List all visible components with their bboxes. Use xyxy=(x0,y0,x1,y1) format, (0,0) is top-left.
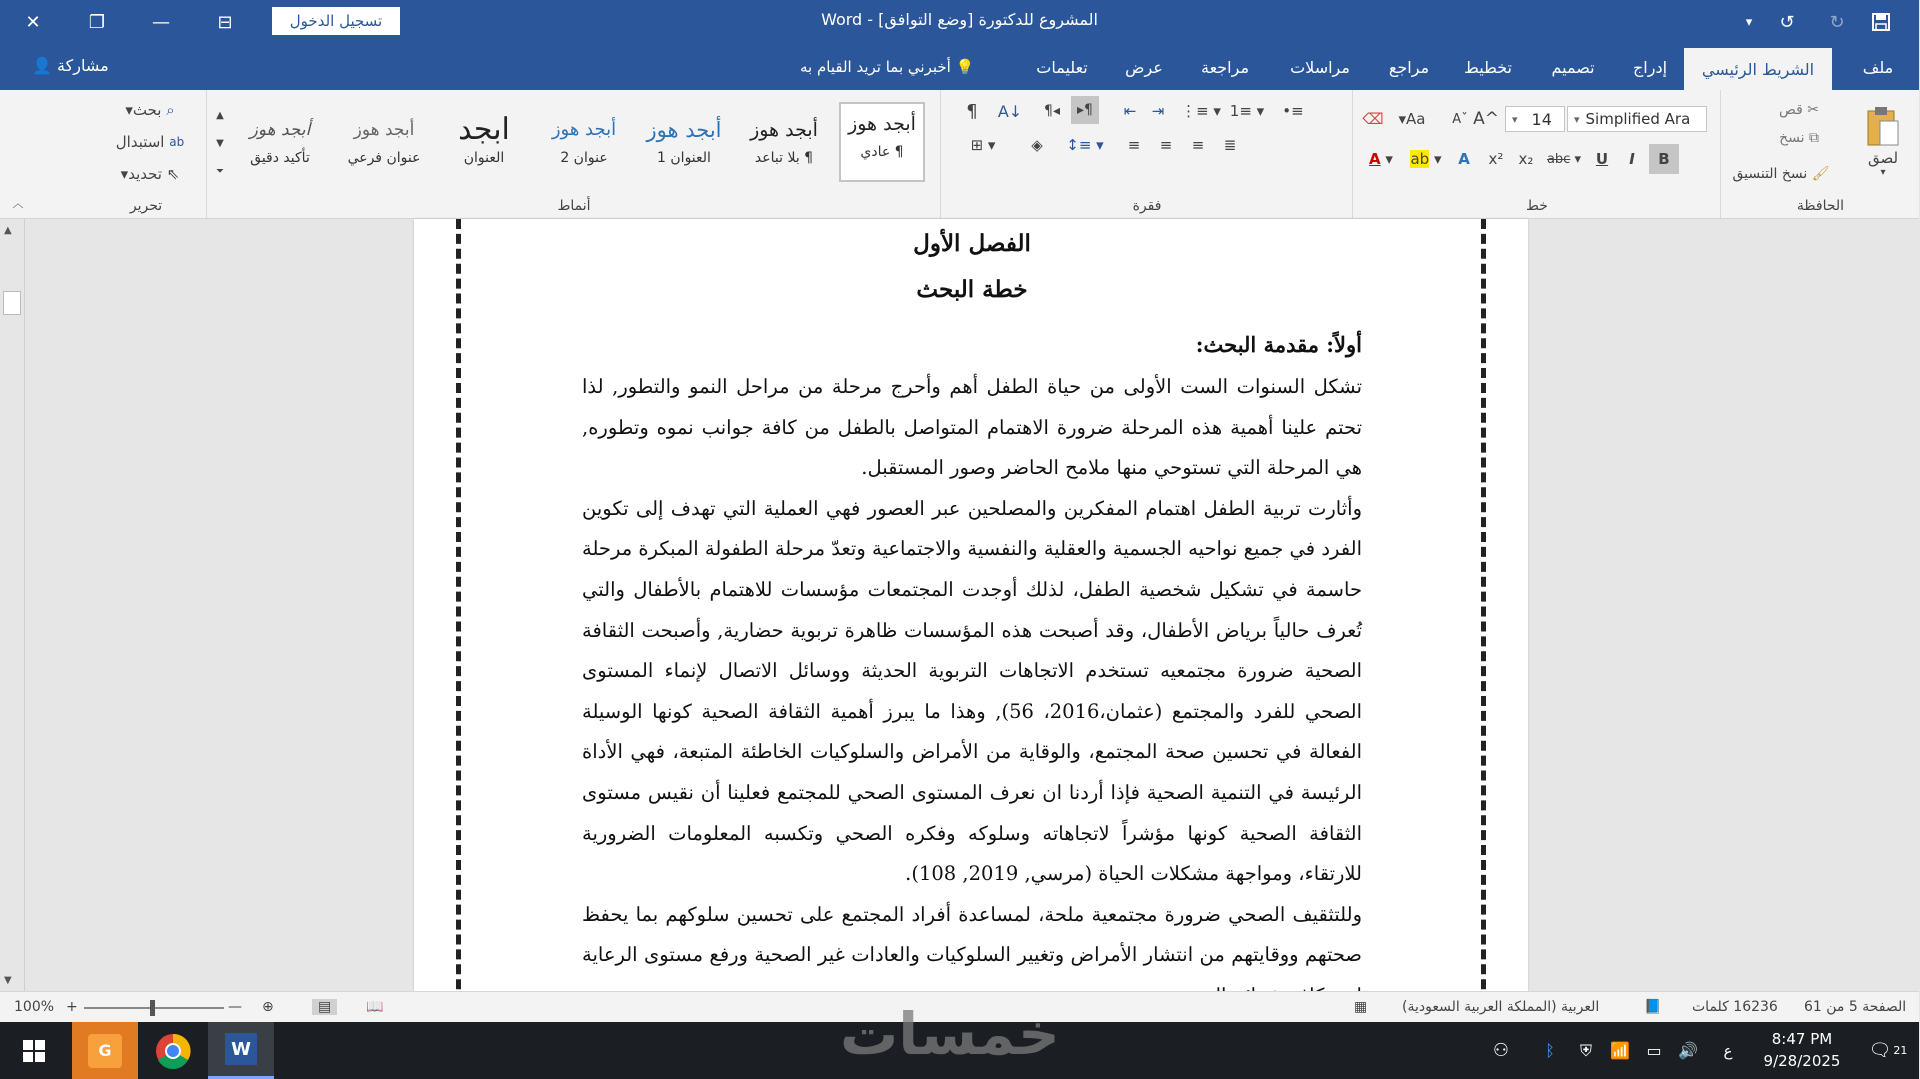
scissors-icon: ✂ xyxy=(1807,102,1820,118)
italic-icon[interactable]: I xyxy=(1629,150,1635,168)
tab-help[interactable]: تعليمات xyxy=(1036,57,1088,77)
styles-label: أنماط xyxy=(557,198,591,214)
word-taskbar-icon[interactable]: W xyxy=(208,1022,274,1079)
vertical-scroll-area xyxy=(0,219,25,991)
numbered-list-icon[interactable]: 1≡ ▾ xyxy=(1229,102,1265,120)
paragraph: تشكل السنوات الست الأولى من حياة الطفل أهم وأحرج مرحلة من مراحل النمو والتطور, لذا تحتم علينا أهمية هذه المرحلة ضرورة الاهتمام المتواصل بالطفل من كافة جوانب نموه وتطوره, هي المرحلة التي تستوحي منها ملامح الحاضر وصور المستقبل. xyxy=(582,375,1362,480)
web-layout-icon[interactable]: ⊕ xyxy=(262,999,274,1015)
pdf-app-icon[interactable]: G xyxy=(72,1022,138,1079)
replace-icon: ab xyxy=(169,135,185,149)
undo-icon[interactable]: ↺ xyxy=(1779,11,1795,33)
ltr-icon[interactable]: ¶◂ xyxy=(1044,103,1060,119)
tab-file[interactable]: ملف xyxy=(1862,57,1894,77)
section-heading: أولاً: مقدمة البحث: xyxy=(1195,332,1362,357)
paste-button[interactable]: لصق ▾ xyxy=(1855,98,1911,184)
change-case-icon[interactable]: ▾Aa xyxy=(1398,110,1426,128)
font-color-icon[interactable]: A ▾ xyxy=(1369,150,1393,168)
tab-layout[interactable]: تخطيط xyxy=(1464,57,1512,77)
document-area xyxy=(0,219,1919,991)
style-subtitle[interactable]: أبجد هوز عنوان فرعي xyxy=(347,120,421,166)
input-language[interactable]: ع xyxy=(1723,1041,1733,1060)
font-label: خط xyxy=(1526,198,1548,214)
sort-icon[interactable]: A↓ xyxy=(997,101,1023,121)
search-icon: ⌕ xyxy=(166,101,175,119)
paragraph-label: فقرة xyxy=(1132,198,1162,214)
zoom-in-button[interactable]: + xyxy=(66,999,78,1015)
borders-icon[interactable]: ⊞ ▾ xyxy=(970,136,996,154)
notification-icon[interactable]: 🗨 21 xyxy=(1868,1040,1908,1061)
increase-indent-icon[interactable]: ⇥ xyxy=(1151,102,1165,120)
styles-scroll-down[interactable]: ▼ xyxy=(216,137,224,149)
clock[interactable]: 8:47 PM 9/28/2025 xyxy=(1763,1030,1841,1070)
scroll-up-arrow[interactable]: ▲ xyxy=(4,225,12,236)
chrome-icon[interactable] xyxy=(140,1022,206,1079)
paragraph: وللتثقيف الصحي ضرورة مجتمعية ملحة، لمساعدة أفراد المجتمع على تحسين سلوكهم بما يحفظ صحتهم ووقايتهم من انتشار الأمراض وتغيير السلوكيات والعادات غير الصحية ورفع مستوى الرعاية xyxy=(582,902,1362,967)
tab-home[interactable]: الشريط الرئيسي xyxy=(1684,48,1832,90)
start-button[interactable] xyxy=(10,1022,58,1079)
ribbon xyxy=(0,90,1919,219)
replace-button[interactable]: ab استبدال xyxy=(115,133,185,151)
line-spacing-icon[interactable]: ↕≡ ▾ xyxy=(1066,136,1104,154)
style-no-spacing[interactable]: أبجد هوز ¶ بلا تباعد xyxy=(750,119,818,166)
font-name-box[interactable]: ▾ Simplified Ara xyxy=(1567,106,1707,132)
tab-review[interactable]: مراجعة xyxy=(1200,57,1250,77)
watermark: خمسات xyxy=(840,1000,1060,1068)
scroll-thumb[interactable] xyxy=(3,291,21,315)
tab-insert[interactable]: إدراج xyxy=(1632,57,1668,77)
title-bar xyxy=(0,0,1919,44)
styles-more[interactable]: ⏷ xyxy=(216,165,224,177)
document-page[interactable] xyxy=(414,219,1528,991)
editing-group xyxy=(86,90,206,218)
clear-format-icon[interactable]: ⌫ xyxy=(1362,110,1384,128)
battery-icon[interactable]: ▭ xyxy=(1646,1041,1662,1060)
style-normal[interactable]: أبجد هوز ¶ عادي xyxy=(839,102,925,182)
tell-me-box[interactable]: 💡 أخبرني بما تريد القيام به xyxy=(800,58,975,76)
paragraph-group xyxy=(940,90,1353,218)
shading-icon[interactable]: ◈ xyxy=(1031,136,1043,154)
tab-design[interactable]: تصميم xyxy=(1551,57,1595,77)
zoom-out-button[interactable]: — xyxy=(228,999,242,1015)
signin-button[interactable]: تسجيل الدخول xyxy=(272,7,400,35)
lightbulb-icon: 💡 xyxy=(955,58,975,76)
wifi-icon[interactable]: 📶 xyxy=(1610,1041,1630,1060)
style-heading-1[interactable]: أبجد هوز العنوان 1 xyxy=(646,118,722,166)
show-marks-icon[interactable]: ¶ xyxy=(966,100,978,122)
restore-icon[interactable]: ❐ xyxy=(88,11,106,33)
multilevel-list-icon[interactable]: ⋮≡ ▾ xyxy=(1181,102,1221,120)
font-size-box[interactable]: ▾ 14 xyxy=(1505,106,1565,132)
language-status[interactable]: العربية (المملكة العربية السعودية) xyxy=(1402,999,1600,1015)
superscript-icon[interactable]: x² xyxy=(1488,150,1504,168)
font-group xyxy=(1352,90,1721,218)
read-mode-icon[interactable]: 📖 xyxy=(366,999,384,1015)
redo-icon[interactable]: ↻ xyxy=(1829,11,1845,33)
volume-icon[interactable]: 🔊 xyxy=(1678,1041,1698,1060)
style-title[interactable]: ابجد العنوان xyxy=(458,112,510,166)
paragraph: وأثارت تربية الطفل اهتمام المفكرين والمصلحين عبر العصور فهي العملية التي تهدف إلى تكوين الفرد في جميع نواحيه الجسمية والعقلية والنفسية والاجتماعية وتعدّ مرحلة الطفولة المبكرة مرحلة حاسمة في تشكيل شخصية الطفل، لذلك أوجدت المجتمعات مؤسسات للاهتمام بالأطفال والتي تُعرف حالياً برياض الأطفال، وقد أصبحت هذه المؤسسات ظاهرة تربوية حضارية, وأصبحت الثقافة الصحية ضرورة مجتمعيه تستخدم الاتجاهات التربوية الحديثة ووسائل الاتصال لإنماء المستوى الصحي للفرد والمجتمع (عثمان،2016، 56), وهذا ما يبرز أهمية الثقافة الصحية كونها الوسيلة الفعالة في تحسين صحة المجتمع، والوقاية من الأمراض والسلوكيات الخاطئة المتبعة، فهي الأداة الرئيسة في التنمية الصحية فإذا أردنا ان نعرف المستوى الصحي للمجتمع فعلينا أن نقيس مستوى الثقافة الصحية كونها مؤشراً لاتجاهاته وسلوكه وفكره الصحي وتكسبه المعلومات الضرورية للارتقاء، ومواجهة مشكلات الحياة (مرسي, 2019, 108). xyxy=(582,496,1362,886)
proofing-icon[interactable]: 📘 xyxy=(1644,999,1662,1015)
close-icon[interactable]: ✕ xyxy=(25,11,41,33)
tab-view[interactable]: عرض xyxy=(1125,57,1163,77)
zoom-slider-thumb[interactable] xyxy=(150,1000,155,1016)
styles-scroll-up[interactable]: ▲ xyxy=(216,109,224,121)
chapter-subheading: خطة البحث xyxy=(916,276,1028,303)
macro-icon[interactable]: ▦ xyxy=(1354,999,1368,1015)
share-button[interactable]: مشاركة 👤 xyxy=(32,56,109,75)
zoom-level[interactable]: 100% xyxy=(14,999,55,1015)
bullet-list-icon[interactable]: •≡ xyxy=(1282,102,1304,120)
collapse-ribbon-icon[interactable]: ︿ xyxy=(12,197,24,210)
copy-button[interactable]: ⧉ نسخ xyxy=(1779,130,1819,146)
style-heading-2[interactable]: أبجد هوز عنوان 2 xyxy=(551,119,617,166)
chapter-heading: الفصل الأول xyxy=(913,230,1031,257)
bluetooth-icon[interactable]: ᛒ xyxy=(1545,1041,1555,1060)
align-center-icon[interactable]: ≡ xyxy=(1159,136,1173,154)
window-title: المشروع للدكتورة [وضع التوافق] - Word xyxy=(821,10,1098,29)
align-left-icon[interactable]: ≡ xyxy=(1127,136,1141,154)
cursor-icon: ⇖ xyxy=(166,165,180,183)
align-right-icon[interactable]: ≡ xyxy=(1191,136,1205,154)
print-layout-icon[interactable]: ▤ xyxy=(312,999,337,1015)
person-add-icon: 👤 xyxy=(32,56,52,75)
justify-icon[interactable]: ≣ xyxy=(1223,136,1237,154)
clipboard-icon xyxy=(1864,105,1902,149)
page-indicator[interactable]: الصفحة 5 من 61 xyxy=(1804,999,1907,1015)
tab-mailings[interactable]: مراسلات xyxy=(1290,57,1350,77)
ribbon-display-icon[interactable]: ⊟ xyxy=(217,11,233,33)
decrease-indent-icon[interactable]: ⇤ xyxy=(1123,102,1137,120)
clipboard-group xyxy=(1720,90,1920,218)
save-icon[interactable] xyxy=(1866,8,1896,36)
people-icon[interactable]: ⚇ xyxy=(1492,1040,1510,1061)
shrink-font-icon[interactable]: Aˇ xyxy=(1452,111,1468,127)
minimize-icon[interactable]: — xyxy=(152,11,170,33)
copy-icon: ⧉ xyxy=(1808,130,1819,146)
cut-button[interactable]: ✂ قص xyxy=(1778,102,1820,118)
text-effects-icon[interactable]: A xyxy=(1458,150,1470,168)
subscript-icon[interactable]: x₂ xyxy=(1518,150,1534,168)
document-body[interactable] xyxy=(582,223,1362,1017)
strikethrough-icon[interactable]: abc ▾ xyxy=(1546,151,1582,167)
grow-font-icon[interactable]: A^ xyxy=(1473,109,1499,129)
word-count[interactable]: 16236 كلمات xyxy=(1692,999,1778,1015)
scroll-down-arrow[interactable]: ▼ xyxy=(4,975,12,986)
windows-icon xyxy=(23,1040,45,1062)
bold-icon[interactable]: B xyxy=(1649,144,1679,174)
paintbrush-icon: 🖌 xyxy=(1811,166,1830,182)
tab-references[interactable]: مراجع xyxy=(1388,57,1430,77)
format-painter-button[interactable]: 🖌 نسخ التنسيق xyxy=(1732,166,1830,182)
rtl-icon[interactable]: ▸¶ xyxy=(1071,96,1099,124)
security-icon[interactable]: ⛨ xyxy=(1579,1040,1592,1060)
editing-label: تحرير xyxy=(129,198,163,214)
style-subtle-emphasis[interactable]: أبجد هوز تأكيد دقيق xyxy=(249,120,311,166)
ribbon-tabs xyxy=(0,44,1919,90)
select-button[interactable]: ⇖ تحديد ▾ xyxy=(120,165,180,183)
highlight-icon[interactable]: ab ▾ xyxy=(1410,150,1442,168)
styles-group xyxy=(206,90,941,218)
clipboard-label: الحافظة xyxy=(1796,198,1845,214)
find-button[interactable]: ⌕ بحث ▾ xyxy=(125,101,175,119)
underline-icon[interactable]: U xyxy=(1595,150,1609,168)
customize-toolbar-icon[interactable]: ▾ xyxy=(1745,14,1753,30)
